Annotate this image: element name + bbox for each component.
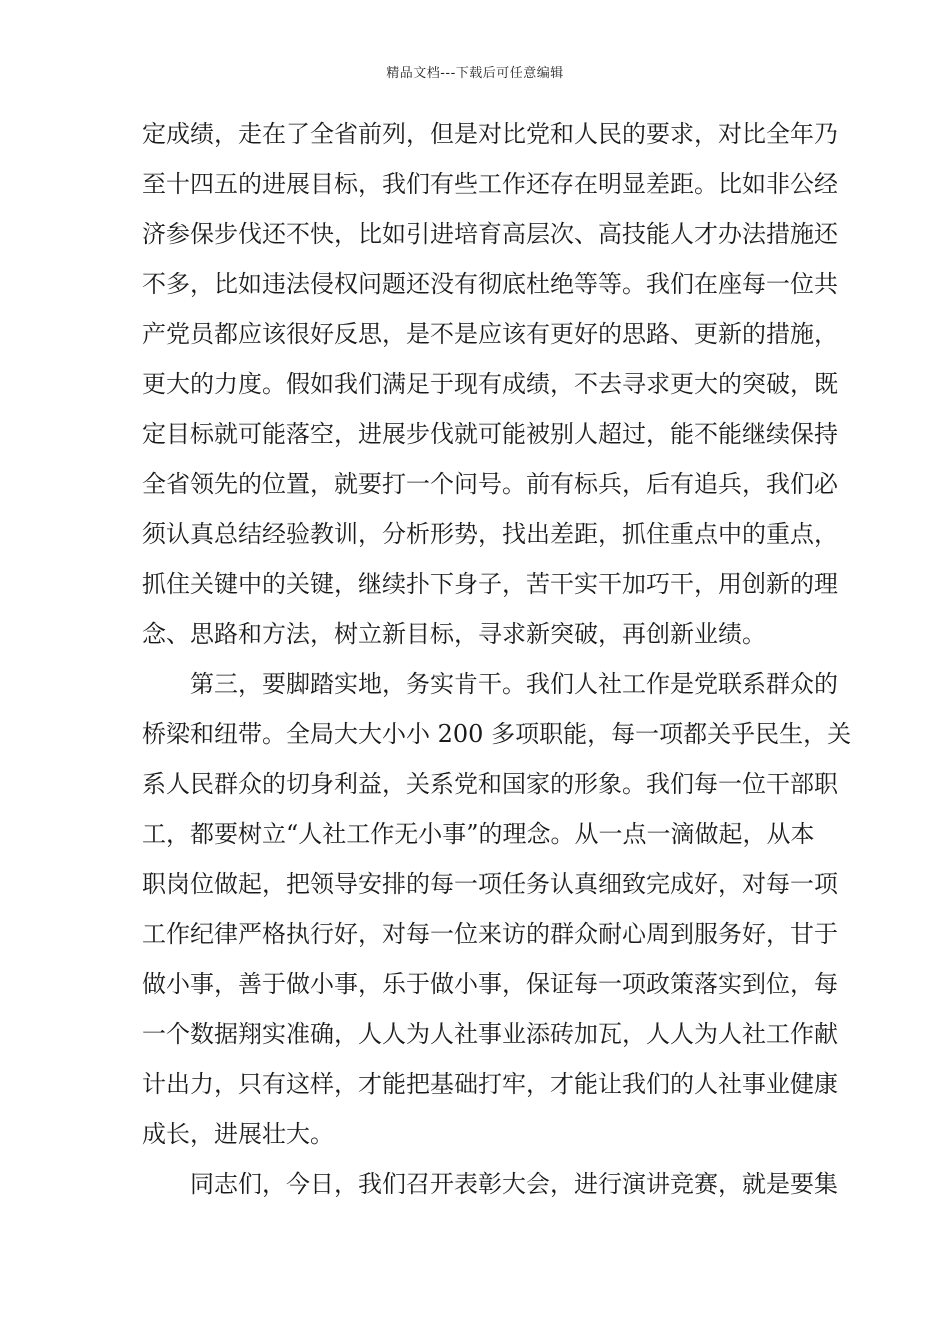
text-line: 工，都要树立“人社工作无小事”的理念。从一点一滴做起，从本	[142, 820, 815, 848]
text-line: 不多，比如违法侵权问题还没有彻底杜绝等等。我们在座每一位共	[142, 270, 838, 298]
text-line: 须认真总结经验教训，分析形势，找出差距，抓住重点中的重点，	[142, 520, 838, 548]
text-line: 定目标就可能落空，进展步伐就可能被别人超过，能不能继续保持	[142, 420, 838, 448]
text-line: 全省领先的位置，就要打一个问号。前有标兵，后有追兵，我们必	[142, 470, 838, 498]
text-line: 至十四五的进展目标，我们有些工作还存在明显差距。比如非公经	[142, 170, 838, 198]
text-line: 念、思路和方法，树立新目标，寻求新突破，再创新业绩。	[142, 620, 766, 648]
text-line: 抓住关键中的关键，继续扑下身子，苦干实干加巧干，用创新的理	[142, 570, 838, 598]
text-line: 计出力，只有这样，才能把基础打牢，才能让我们的人社事业健康	[142, 1070, 838, 1098]
text-line: 第三，要脚踏实地，务实肯干。我们人社工作是党联系群众的	[190, 670, 838, 698]
text-line: 成长，进展壮大。	[142, 1120, 334, 1148]
text-line: 产党员都应该很好反思，是不是应该有更好的思路、更新的措施，	[142, 320, 838, 348]
text-line: 工作纪律严格执行好，对每一位来访的群众耐心周到服务好，甘于	[142, 920, 838, 948]
text-line: 济参保步伐还不快，比如引进培育高层次、高技能人才办法措施还	[142, 220, 838, 248]
text-line: 做小事，善于做小事，乐于做小事，保证每一项政策落实到位，每	[142, 970, 838, 998]
text-line: 一个数据翔实准确，人人为人社事业添砖加瓦，人人为人社工作献	[142, 1020, 838, 1048]
text-line: 更大的力度。假如我们满足于现有成绩，不去寻求更大的突破，既	[142, 370, 838, 398]
text-line: 同志们，今日，我们召开表彰大会，进行演讲竞赛，就是要集	[190, 1170, 838, 1198]
text-line: 桥梁和纽带。全局大大小小 200 多项职能，每一项都关乎民生，关	[142, 720, 852, 748]
text-line: 定成绩，走在了全省前列，但是对比党和人民的要求，对比全年乃	[142, 120, 838, 148]
text-line: 职岗位做起，把领导安排的每一项任务认真细致完成好，对每一项	[142, 870, 838, 898]
text-line: 系人民群众的切身利益，关系党和国家的形象。我们每一位干部职	[142, 770, 838, 798]
page-header: 精品文档---下载后可任意编辑	[386, 66, 564, 81]
